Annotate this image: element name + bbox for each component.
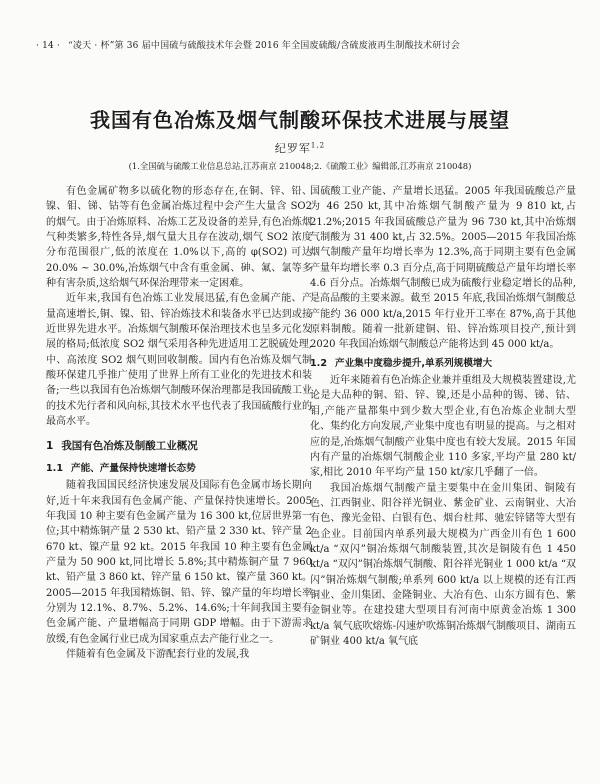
section-heading: [46, 439, 312, 454]
affiliation: (1.全国硫与硫酸工业信息总站,江苏南京 210048;2.《硫酸工业》编辑部,江苏南京 210048): [128, 161, 472, 171]
author-name: 纪罗军: [274, 142, 311, 155]
author-line: [0, 140, 600, 156]
body-paragraph: 近年来随着有色冶炼企业兼并重组及大规模装置建设,尤论是大品种的铜、铅、锌、镍,还是小品种的锡、锑、钴、钼,产能产量都集中到少数大型企业,有色冶炼企业制大型化、集约化方向发展,产业集中度也有明显的提高。与之相对应的是,冶炼烟气制酸产业集中度也有较大发展。2015 年国内有产量的冶炼烟气制酸企业 110 多家,平均产量 280 kt/家,相比 2010 年平均产量 150 kt/家几乎翻了一倍。: [310, 375, 576, 479]
subsection-number: 1.2: [310, 357, 327, 369]
body-paragraph: 伴随着有色金属及下游配套行业的发展,我: [66, 648, 250, 660]
section-number: 1: [46, 439, 54, 452]
left-column: [46, 184, 312, 662]
subsection-heading: [310, 356, 576, 371]
subsection-title: 产业集中度稳步提升,单系列规模增大: [335, 357, 493, 369]
page-number: · 14 ·: [36, 41, 61, 51]
subsection-heading: [46, 461, 312, 476]
right-column: [310, 184, 576, 649]
running-header: [36, 38, 556, 51]
subsection-number: 1.1: [46, 462, 63, 474]
body-paragraph: 我国冶炼烟气制酸产量主要集中在金川集团、铜陵有色、江西铜业、阳谷祥光铜业、紫金矿业、云南铜业、大冶有色、豫光金铅、白银有色、烟台杜邦、驰宏锌锗等大型有色企业。目前国内单系列最大规模为广西金川有色 1 600 kt/a “双闪”铜冶炼烟气制酸装置,其次是铜陵有色 1 450 kt/a “双闪”铜冶炼烟气制酸、阳谷祥光铜业 1 000 kt/a “双闪”铜冶炼烟气制酸;单系列 600 kt/a 以上规模的还有江西铜业、金川集团、金隆铜业、大冶有色、山东方圆有色、紫金铜业等。在建投建大型项目有河南中原黄金冶炼 1 300 kt/a 氧气底吹熔炼-闪速炉吹炼铜冶炼烟气制酸项目、湖南五矿铜业 400 kt/a 氧气底: [310, 482, 576, 647]
body-paragraph: 有色金属矿物多以硫化物的形态存在,在铜、锌、铅、镍、钼、锑、钴等有色金属冶炼过程中会产生大量含 SO2 的烟气。由于冶炼原料、冶炼工艺及设备的差异,有色冶炼烟气种类繁多,特性各异,烟气量大且存在波动,烟气 SO2 浓度分布范围很广,低的浓度在 1.0%以下,高的 φ(SO2) 可达 20.0% ~ 30.0%,冶炼烟气中含有重金属、砷、氟、氯等多种有害杂质,这给烟气环保治理带来一定困难。: [46, 186, 312, 290]
section-title: 我国有色冶炼及制酸工业概况: [61, 439, 198, 452]
subsection-title: 产能、产量保持快速增长态势: [71, 462, 196, 474]
body-paragraph-continued: 国硫酸工业产能、产量增长迅猛。2005 年我国硫酸总产量为 46 250 kt,其中冶炼烟气制酸产量为 9 810 kt,占 21.2%;2015 年我国硫酸总产量为 96 730 kt,其中冶炼烟气制酸为 31 400 kt,占 32.5%。2005—2015 年我国冶炼烟气制酸产量年均增长率为 12.3%,高于同期主要有色金属产量年均增长率 0.3 百分点,高于同期硫酸总产量年均增长率 4.6 百分点。冶炼烟气制酸已成为硫酸行业稳定增长的品种,是高品酸的主要来源。截至 2015 年底,我国冶炼烟气制酸总产能约 36 000 kt/a,2015 年行业开工率在 87%,高于其他原料制酸。随着一批新建铜、铅、锌冶炼项目投产,预计到 2020 年我国冶炼烟气制酸总产能将达到 45 000 kt/a。: [310, 186, 576, 351]
paper-title: 我国有色冶炼及烟气制酸环保技术进展与展望: [90, 108, 510, 132]
running-title: “凌天 · 杯”第 36 届中国硫与硫酸技术年会暨 2016 年全国废硫酸/含硫废液再生制酸技术研讨会: [68, 41, 460, 51]
body-paragraph: 随着我国国民经济快速发展及国际有色金属市场长期向好,近十年来我国有色金属产能、产量保持快速增长。2005 年我国 10 种主要有色金属产量为 16 300 kt,位居世界第一位;其中精炼铜产量 2 530 kt、铅产量 2 330 kt、锌产量 2 670 kt、镍产量 92 kt。2015 年我国 10 种主要有色金属产量为 50 900 kt,同比增长 5.8%;其中精炼铜产量 7 960 kt、铅产量 3 860 kt、锌产量 6 150 kt、镍产量 360 kt。2005—2015 年我国精炼铜、铅、锌、镍产量的年均增长率分别为 12.1%、8.7%、5.2%、14.6%;十年间我国主要有色金属产能、产量增幅高于同期 GDP 增幅。由于下游需求放缓,有色金属行业已成为国家重点去产能行业之一。: [46, 480, 312, 645]
author-affiliation-marker: 1,2: [310, 141, 326, 150]
body-paragraph: 近年来,我国有色冶炼工业发展迅猛,有色金属产能、产量高速增长,铜、镍、铅、锌冶炼技术和装备水平已达到或接近世界先进水平。冶炼烟气制酸环保治理技术也呈多元化发展的格局;低浓度 SO2 烟气采用各种先进适用工艺脱硫处理,中、高浓度 SO2 烟气则回收制酸。国内有色冶炼及烟气制酸环保建几乎推广使用了世界上所有工业化的先进技术和装备;一些以我国有色冶炼烟气制酸环保治理都是我国硫酸工业的技术先行者和风向标,其技术水平也代表了我国硫酸行业的最高水平。: [46, 293, 312, 428]
